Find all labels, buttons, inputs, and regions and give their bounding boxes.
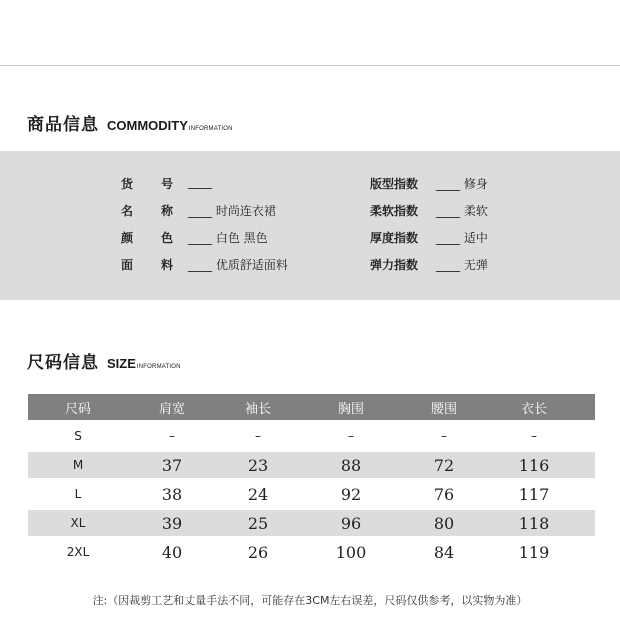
size-cell: 2XL: [66, 545, 90, 559]
table-header-row: [28, 394, 595, 420]
value-cell: 24: [247, 484, 269, 504]
value-cell: 39: [161, 513, 183, 533]
size-title-en-sub: INFORMATION: [136, 364, 181, 370]
info-row: [0, 229, 620, 247]
header-chest: 胸围: [337, 401, 364, 417]
name-label-2: 称: [161, 204, 174, 218]
value-cell: 23: [247, 455, 269, 475]
size-cell: S: [74, 429, 82, 443]
size-section-title: [27, 348, 181, 373]
softness-index-value: ____ 柔软: [436, 204, 488, 218]
elasticity-index-value: ____ 无弹: [436, 258, 488, 272]
value-cell: 119: [518, 542, 550, 562]
name-label-1: 名: [121, 204, 134, 218]
thickness-index-value: ____ 适中: [436, 231, 488, 245]
top-divider: [0, 65, 620, 66]
fit-index-label: 版型指数: [370, 177, 419, 191]
thickness-index-label: 厚度指数: [370, 231, 419, 245]
commodity-info-panel: [0, 151, 620, 300]
name-value: ____ 时尚连衣裙: [188, 204, 276, 218]
value-cell: 40: [161, 542, 183, 562]
item-no-label-2: 号: [161, 177, 174, 191]
fabric-value: ____ 优质舒适面料: [188, 258, 288, 272]
table-row: [28, 510, 595, 536]
value-cell: –: [348, 429, 354, 443]
header-size: 尺码: [64, 401, 91, 417]
info-row: [0, 202, 620, 220]
value-cell: 26: [247, 542, 269, 562]
color-value: ____ 白色 黑色: [188, 231, 268, 245]
commodity-title-en: COMMODITY: [107, 118, 188, 133]
color-label-1: 颜: [121, 231, 134, 245]
fabric-label-2: 料: [161, 258, 174, 272]
value-cell: –: [255, 429, 261, 443]
value-cell: 84: [433, 542, 455, 562]
value-cell: 100: [335, 542, 367, 562]
value-cell: 76: [433, 484, 455, 504]
info-row: [0, 175, 620, 193]
value-cell: 92: [340, 484, 362, 504]
value-cell: 80: [433, 513, 455, 533]
value-cell: 37: [161, 455, 183, 475]
size-cell: M: [72, 458, 84, 472]
value-cell: –: [441, 429, 447, 443]
value-cell: 118: [518, 513, 550, 533]
value-cell: 117: [518, 484, 550, 504]
header-length: 衣长: [520, 401, 547, 417]
value-cell: 25: [247, 513, 269, 533]
color-label-2: 色: [161, 231, 174, 245]
value-cell: 72: [433, 455, 455, 475]
header-sleeve: 袖长: [244, 401, 271, 417]
header-waist: 腰围: [430, 401, 457, 417]
value-cell: 38: [161, 484, 183, 504]
size-cell: XL: [70, 516, 86, 530]
value-cell: 88: [340, 455, 362, 475]
info-row: [0, 256, 620, 274]
fabric-label-1: 面: [121, 258, 134, 272]
size-title-en: SIZE: [107, 356, 136, 371]
table-row: [28, 423, 595, 449]
softness-index-label: 柔软指数: [370, 204, 419, 218]
commodity-title-en-sub: INFORMATION: [188, 126, 233, 132]
elasticity-index-label: 弹力指数: [370, 258, 419, 272]
value-cell: 96: [340, 513, 362, 533]
size-cell: L: [74, 487, 82, 501]
table-row: [28, 452, 595, 478]
item-no-value: ____: [188, 175, 212, 189]
commodity-title-cn: 商品信息: [27, 115, 99, 135]
commodity-section-title: [27, 110, 233, 135]
value-cell: 116: [518, 455, 550, 475]
table-row: [28, 481, 595, 507]
item-no-label-1: 货: [121, 177, 134, 191]
value-cell: –: [531, 429, 537, 443]
header-shoulder: 肩宽: [158, 401, 185, 417]
table-row: [28, 539, 595, 565]
fit-index-value: ____ 修身: [436, 177, 488, 191]
measurement-note: 注:（因裁剪工艺和丈量手法不同，可能存在3CM左右误差，尺码仅供参考，以实物为准）: [92, 594, 528, 607]
value-cell: –: [169, 429, 175, 443]
size-title-cn: 尺码信息: [27, 353, 99, 373]
